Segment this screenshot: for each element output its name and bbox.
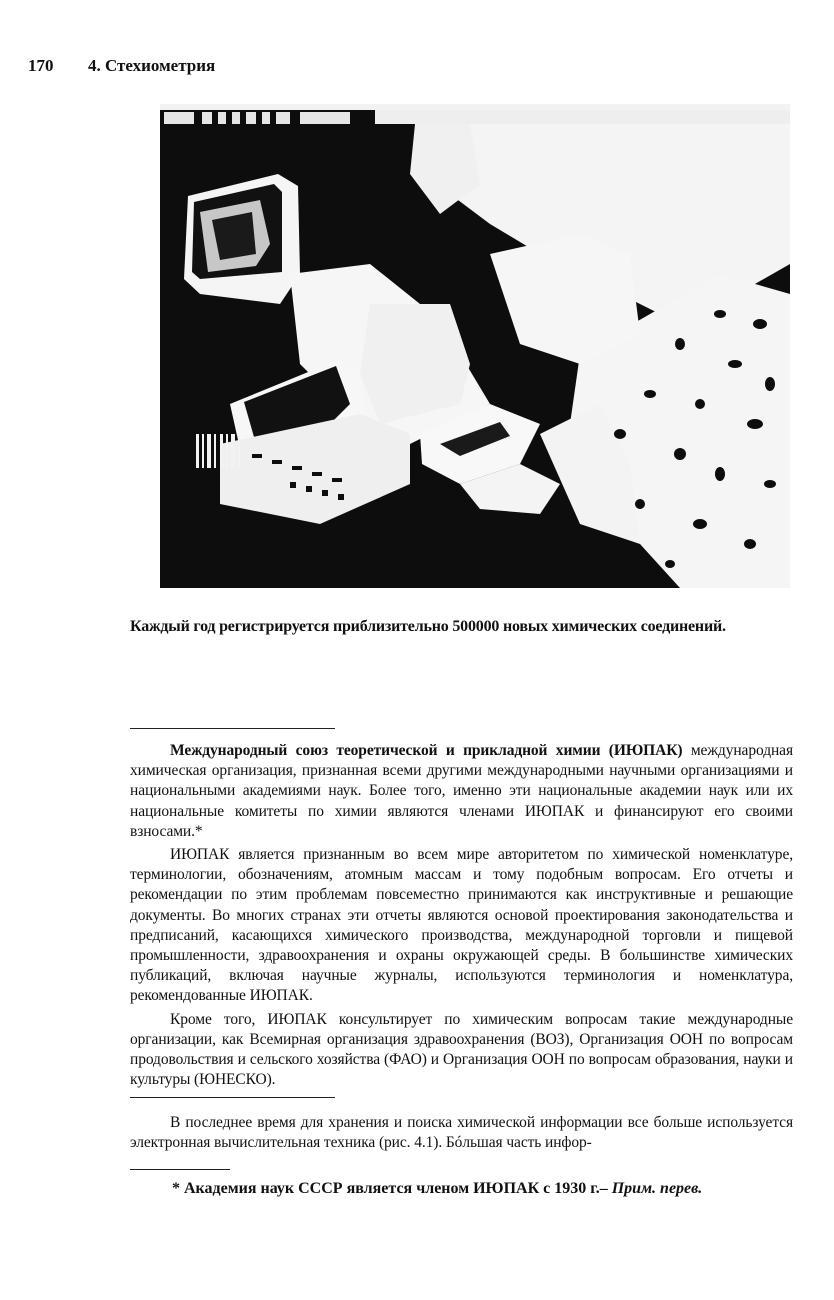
footnote bbox=[172, 1180, 702, 1198]
body-paragraph: В последнее время для хранения и поиска химической информации все больше используется электронная вычислительная техника (рис. 4.1). Бóльшая часть инфор- bbox=[130, 1114, 793, 1152]
chapter-title: 4. Стехиометрия bbox=[88, 56, 216, 75]
note-divider-bottom bbox=[130, 1097, 335, 1098]
figure-caption: Каждый год регистрируется приблизительно 500000 новых химических соединений. bbox=[130, 618, 726, 635]
footnote-attribution: Прим. перев. bbox=[611, 1180, 703, 1197]
note-paragraph: Кроме того, ИЮПАК консультирует по химическим вопросам такие международные организации, как Всемирная организация здравоохранения (ВОЗ), Организация ООН по вопросам продовольствия и сельского хозяйства (ФАО) и Организация ООН по вопросам образования, науки и культуры (ЮНЕСКО). bbox=[130, 1010, 793, 1089]
note-text: международная химическая организация, признанная всеми другими международными научными организациями и национальными академиями наук. Более того, именно эти национальные академии наук или их национальные комитеты по химии являются членами ИЮПАК и финансируют его своими взносами.* bbox=[130, 742, 793, 840]
note-paragraph: ИЮПАК является признанным во всем мире авторитетом по химической номенклатуре, терминологии, обозначениям, атомным массам и тому подобным вопросам. Его отчеты и рекомендации по этим проблемам повсеместно принимаются как инструктивные и решающие документы. Во многих странах эти отчеты являются основой проектирования законодательства и предписаний, касающихся химического производства, международной торговли и пищевой промышленности, здравоохранения и охраны окружающей среды. В большинстве химических публикаций, включая научные журналы, используются терминология и номенклатура, рекомендованные ИЮПАК. bbox=[130, 846, 793, 1005]
iupac-note bbox=[130, 741, 793, 1090]
figure-photo bbox=[160, 104, 790, 588]
note-lead: Международный союз теоретической и прикладной химии (ИЮПАК) bbox=[170, 742, 683, 759]
footnote-divider bbox=[130, 1169, 230, 1170]
note-paragraph bbox=[130, 741, 793, 842]
body-text bbox=[130, 1113, 793, 1153]
computer-terminal-photo bbox=[160, 104, 790, 588]
footnote-text: * Академия наук СССР является членом ИЮПАК с 1930 г.– bbox=[172, 1180, 612, 1197]
note-divider-top bbox=[130, 728, 335, 729]
page-number: 170 bbox=[28, 56, 54, 75]
